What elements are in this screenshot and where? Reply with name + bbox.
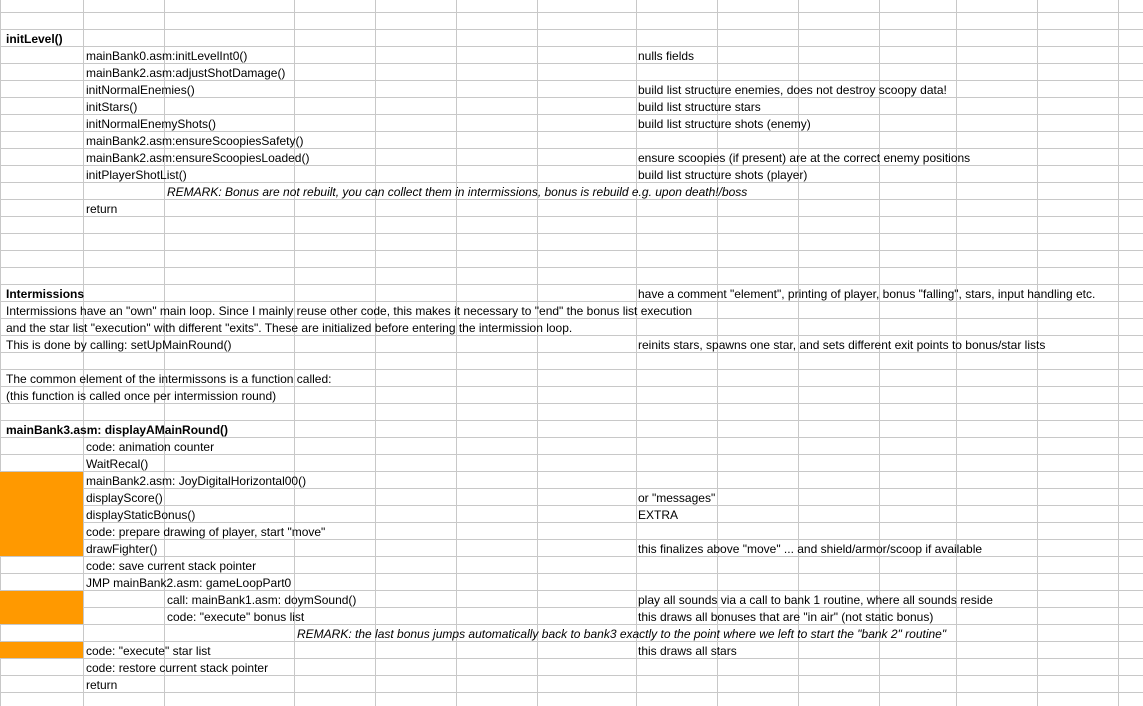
intermissions-text[interactable]: The common element of the intermissons is a function called: [6,372,332,386]
init-level-remark[interactable]: REMARK: Bonus are not rebuilt, you can collect them in intermissions, bonus is rebuild e.g. upon death!/boss [167,185,748,199]
highlight-block-input [0,472,83,556]
column-divider [456,0,457,706]
init-level-call[interactable]: mainBank2.asm:ensureScoopiesLoaded() [86,151,310,165]
main-round-row[interactable]: code: "execute" star list [86,644,211,658]
main-round-row[interactable]: code: prepare drawing of player, start "move" [86,525,326,539]
init-level-call[interactable]: initStars() [86,100,138,114]
init-level-call[interactable]: mainBank2.asm:adjustShotDamage() [86,66,286,80]
intermissions-text[interactable]: (this function is called once per intermission round) [6,389,277,403]
main-round-row[interactable]: drawFighter() [86,542,158,556]
main-round-row[interactable]: mainBank2.asm: JoyDigitalHorizontal00() [86,474,307,488]
main-round-row[interactable]: WaitRecal() [86,457,149,471]
main-round-row[interactable]: code: animation counter [86,440,215,454]
init-level-note[interactable]: build list structure shots (player) [638,168,808,182]
highlight-block-stars [0,642,83,658]
main-round-row[interactable]: code: save current stack pointer [86,559,257,573]
intermissions-text[interactable]: Intermissions have an "own" main loop. Since I mainly reuse other code, this makes it necessary to "end" the bonus list execution [6,304,693,318]
main-round-sub-call[interactable]: call: mainBank1.asm: doymSound() [167,593,357,607]
intermissions-text[interactable]: This is done by calling: setUpMainRound() [6,338,232,352]
main-round-row[interactable]: JMP mainBank2.asm: gameLoopPart0 [86,576,292,590]
main-round-remark[interactable]: REMARK: the last bonus jumps automatically back to bank3 exactly to the point where we left to start the "bank 2" routine" [297,627,947,641]
column-divider [537,0,538,706]
init-level-note[interactable]: build list structure stars [638,100,761,114]
main-round-heading[interactable]: mainBank3.asm: displayAMainRound() [6,423,229,437]
init-level-call[interactable]: mainBank0.asm:initLevelInt0() [86,49,248,63]
column-divider [1037,0,1038,706]
main-round-row[interactable]: displayScore() [86,491,163,505]
main-round-return[interactable]: return [86,678,118,692]
intermissions-text[interactable]: and the star list "execution" with different "exits". These are initialized before entering the intermission loop. [6,321,573,335]
intermissions-heading[interactable]: Intermissions [6,287,85,301]
main-round-note[interactable]: this draws all bonuses that are "in air" (not static bonus) [638,610,934,624]
init-level-call[interactable]: initNormalEnemyShots() [86,117,217,131]
init-level-note[interactable]: nulls fields [638,49,695,63]
init-level-note[interactable]: ensure scoopies (if present) are at the correct enemy positions [638,151,971,165]
main-round-note[interactable]: this finalizes above "move" ... and shield/armor/scoop if available [638,542,983,556]
init-level-call[interactable]: initPlayerShotList() [86,168,187,182]
main-round-note[interactable]: play all sounds via a call to bank 1 routine, where all sounds reside [638,593,993,607]
init-level-call[interactable]: initNormalEnemies() [86,83,195,97]
main-round-note[interactable]: or "messages" [638,491,716,505]
main-round-note[interactable]: EXTRA [638,508,679,522]
intermissions-note[interactable]: reinits stars, spawns one star, and sets different exit points to bonus/star lists [638,338,1046,352]
init-level-heading[interactable]: initLevel() [6,32,63,46]
column-divider [375,0,376,706]
main-round-note[interactable]: this draws all stars [638,644,737,658]
init-level-note[interactable]: build list structure shots (enemy) [638,117,811,131]
main-round-row[interactable]: code: restore current stack pointer [86,661,269,675]
init-level-call[interactable]: mainBank2.asm:ensureScoopiesSafety() [86,134,304,148]
init-level-note[interactable]: build list structure enemies, does not destroy scoopy data! [638,83,947,97]
column-divider [1118,0,1119,706]
highlight-block-sound [0,591,83,624]
intermissions-note[interactable]: have a comment "element", printing of player, bonus "falling", stars, input handling etc. [638,287,1096,301]
init-level-return[interactable]: return [86,202,118,216]
main-round-sub-call[interactable]: code: "execute" bonus list [167,610,305,624]
main-round-row[interactable]: displayStaticBonus() [86,508,196,522]
